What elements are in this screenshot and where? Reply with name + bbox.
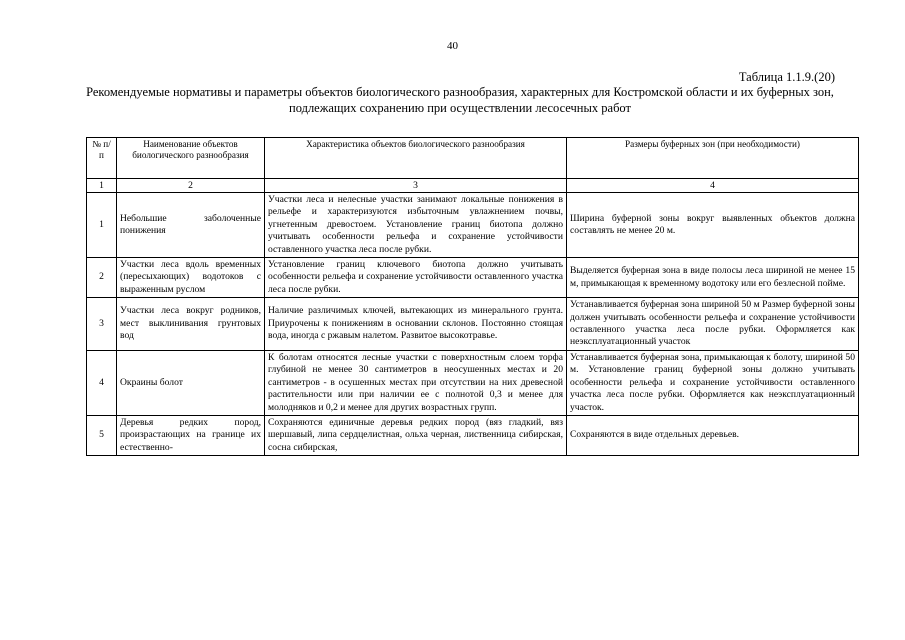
table-row [87,415,859,455]
column-number: 1 [87,179,117,193]
object-name: Окраины болот [117,350,265,415]
row-number: 2 [87,258,117,298]
object-name: Участки леса вдоль временных (пересыхающих) водотоков с выраженным руслом [117,258,265,298]
column-number-row [87,179,859,193]
table-row [87,298,859,351]
object-name: Участки леса вокруг родников, мест выклинивания грунтовых вод [117,298,265,351]
buffer-zone: Устанавливается буферная зона шириной 50 м Размер буферной зоны должен учитывать особенности рельефа и сохранение устойчивости оставленного участка леса после рубки. Оформляется как неэксплуатационный участок [567,298,859,351]
column-number: 4 [567,179,859,193]
header-number: № п/п [87,138,117,179]
object-name: Небольшие заболоченные понижения [117,193,265,258]
buffer-zone: Сохраняются в виде отдельных деревьев. [567,415,859,455]
table-header-row [87,138,859,179]
column-number: 3 [265,179,567,193]
header-buffer: Размеры буферных зон (при необходимости) [567,138,859,179]
object-description: Наличие различимых ключей, вытекающих из минерального грунта. Приурочены к понижениям в основании склонов. Постоянно стоящая вода, иногда с ржавым налетом. Развитое высокотравье. [265,298,567,351]
object-description: Участки леса и нелесные участки занимают локальные понижения в рельефе и характеризуются избыточным увлажнением почвы, угнетенным древостоем. Установление границ биотопа должно учитывать особенности рельефа и сохранение устойчивости оставленного участка леса после рубки. [265,193,567,258]
object-description: Сохраняются единичные деревья редких пород (вяз гладкий, вяз шершавый, липа сердцелистная, ольха черная, лиственница сибирская, сосна сибирская, [265,415,567,455]
biodiversity-table [86,137,859,456]
row-number: 4 [87,350,117,415]
row-number: 3 [87,298,117,351]
column-number: 2 [117,179,265,193]
buffer-zone: Устанавливается буферная зона, примыкающая к болоту, шириной 50 м. Установление границ буферной зоны должно учитывать особенности рельефа и сохранение устойчивости оставленного участка леса после рубки. Оформляется как неэксплуатационный участок. [567,350,859,415]
buffer-zone: Ширина буферной зоны вокруг выявленных объектов должна составлять не менее 20 м. [567,193,859,258]
buffer-zone: Выделяется буферная зона в виде полосы леса шириной не менее 15 м, примыкающая к временному водотоку или его безлесной пойме. [567,258,859,298]
header-name: Наименование объектов биологического разнообразия [117,138,265,179]
table-row [87,258,859,298]
table-label: Таблица 1.1.9.(20) [738,70,835,84]
object-description: Установление границ ключевого биотопа должно учитывать особенности рельефа и сохранение устойчивости оставленного участка леса после рубки. [265,258,567,298]
page-number: 40 [447,40,458,52]
header-description: Характеристика объектов биологического разнообразия [265,138,567,179]
document-title: Рекомендуемые нормативы и параметры объектов биологического разнообразия, характерных для Костромской области и их буферных зон, подлежащих сохранению при осуществлении лесосечных работ [86,85,834,115]
table-row [87,350,859,415]
row-number: 1 [87,193,117,258]
object-name: Деревья редких пород, произрастающих на границе их естественно- [117,415,265,455]
object-description: К болотам относятся лесные участки с поверхностным слоем торфа глубиной не менее 30 сантиметров в неосушенных местах и 20 сантиметров - в осушенных местах при отсутствии на них древесной растительности или при наличии ее с полнотой 0,3 и менее для молодняков и 0,2 и менее для других возрастных групп. [265,350,567,415]
row-number: 5 [87,415,117,455]
table-row [87,193,859,258]
